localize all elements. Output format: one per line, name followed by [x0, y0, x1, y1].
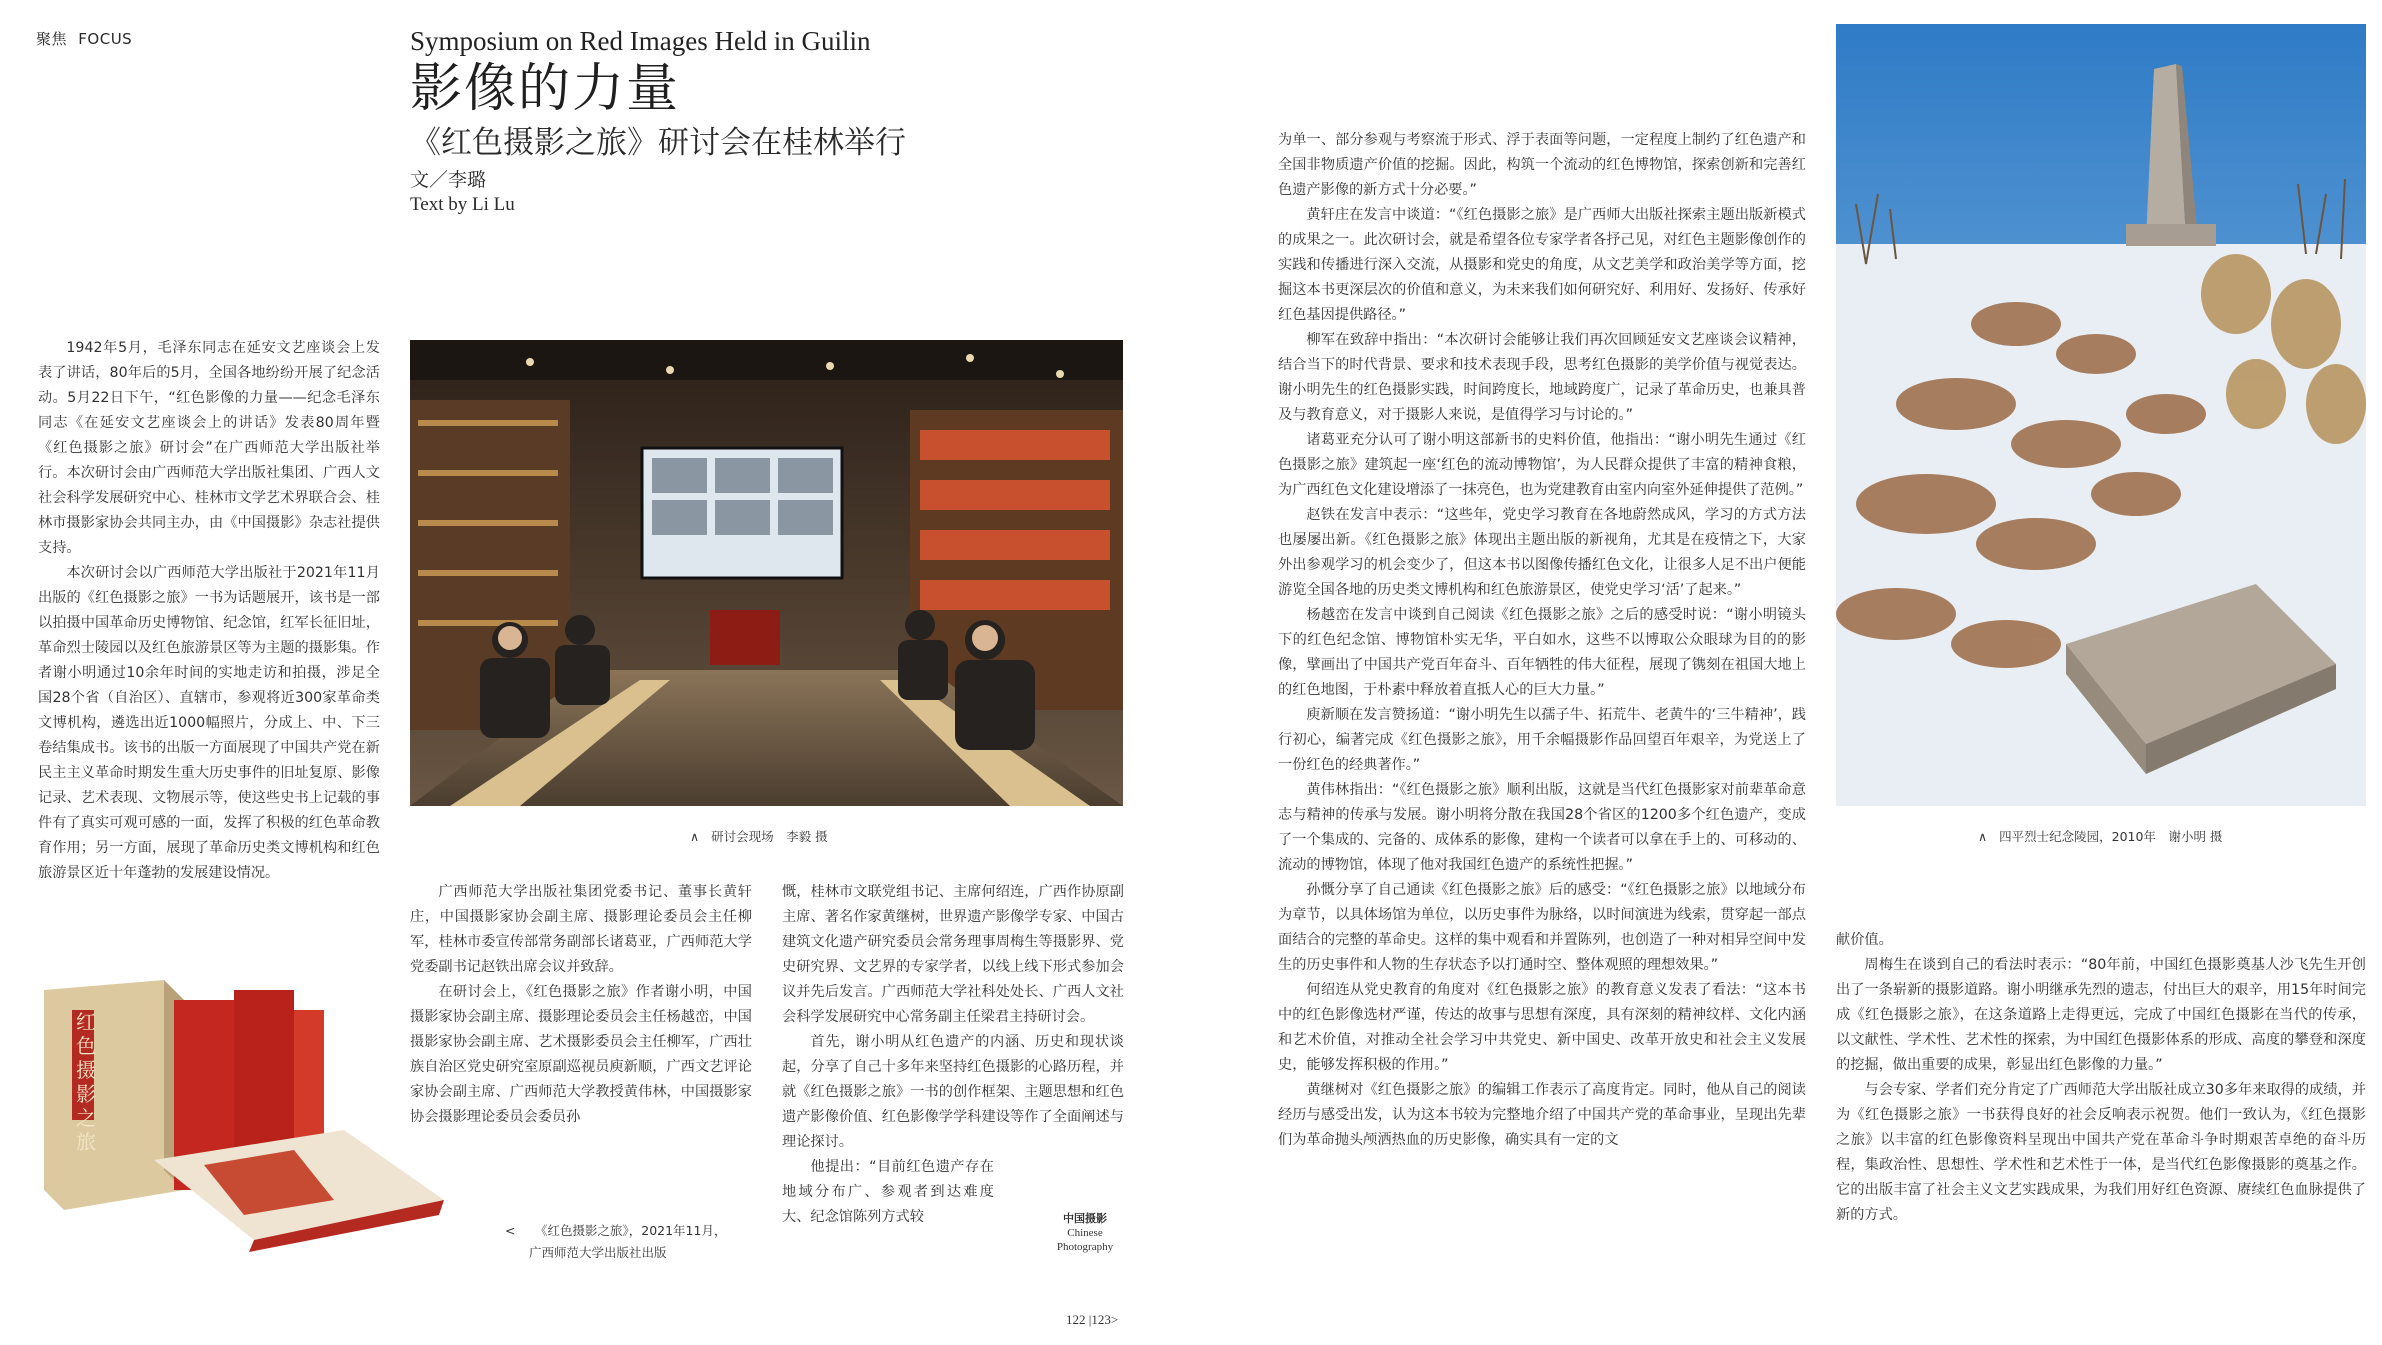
- book-caption-line-2: 广西师范大学出版社出版: [529, 1245, 667, 1260]
- paragraph: 在研讨会上，《红色摄影之旅》作者谢小明，中国摄影家协会副主席、摄影理论委员会主任杨越峦，中国摄影家协会副主席、艺术摄影委员会主任柳军，广西壮族自治区党史研究室原副巡视员庾新顺，广西文艺评论家协会副主席、广西师范大学教授黄伟林，中国摄影家协会摄影理论委员会委员孙: [410, 984, 752, 1125]
- book-box-illustration: [34, 960, 474, 1256]
- article-column-3: [782, 880, 1124, 1230]
- section-label-en: FOCUS: [78, 30, 133, 48]
- memorial-photo: [1836, 24, 2366, 806]
- paragraph: 与会专家、学者们充分肯定了广西师范大学出版社成立30多年来取得的成绩，并为《红色摄影之旅》一书获得良好的社会反响表示祝贺。他们一致认为，《红色摄影之旅》以丰富的红色影像资料呈现出中国共产党在革命斗争时期艰苦卓绝的奋斗历程，集政治性、思想性、学术性和艺术性于一体，是当代红色影像摄影的奠基之作。它的出版丰富了社会主义文艺实践成果，为我们用好红色资源、赓续红色血脉提供了新的方式。: [1836, 1082, 2366, 1223]
- byline-en: Text by Li Lu: [410, 194, 515, 215]
- paragraph: 黄轩庄在发言中谈道：“《红色摄影之旅》是广西师大出版社探索主题出版新模式的成果之一。此次研讨会，就是希望各位专家学者各抒己见，对红色主题影像创作的实践和传播进行深入交流，从摄影和党史的角度，从文艺美学和政治美学等方面，挖掘这本书更深层次的价值和意义，为未来我们如何研究好、利用好、发扬好、传承好红色基因提供路径。”: [1278, 207, 1806, 323]
- paragraph: 首先，谢小明从红色遗产的内涵、历史和现状谈起，分享了自己十多年来坚持红色摄影的心路历程，并就《红色摄影之旅》一书的创作框架、主题思想和红色遗产影像价值、红色影像学学科建设等作了全面阐述与理论探讨。: [782, 1034, 1124, 1150]
- book-caption: [505, 1220, 726, 1264]
- logo-line-2: Chinese: [1067, 1227, 1103, 1239]
- paragraph: 庾新顺在发言赞扬道：“谢小明先生以孺子牛、拓荒牛、老黄牛的‘三牛精神’，践行初心，编著完成《红色摄影之旅》，用千余幅摄影作品回望百年艰辛，为党送上了一份红色的经典著作。”: [1278, 707, 1806, 773]
- paragraph: 孙慨分享了自己通读《红色摄影之旅》后的感受：“《红色摄影之旅》以地域分布为章节，以具体场馆为单位，以历史事件为脉络，以时间演进为线索，贯穿起一部点面结合的完整的革命史。这样的集中观看和并置陈列，也创造了一种对相异空间中发生的历史事件和人物的生存状态予以打通时空、整体观照的理想效果。”: [1278, 882, 1806, 973]
- meeting-caption-text: 研讨会现场 李毅 摄: [711, 829, 828, 844]
- page-number-right: 123: [1091, 1312, 1111, 1327]
- paragraph: 1942年5月，毛泽东同志在延安文艺座谈会上发表了讲话，80年后的5月，全国各地纷纷开展了纪念活动。5月22日下午，“红色影像的力量——纪念毛泽东同志《在延安文艺座谈会上的讲话》发表80周年暨《红色摄影之旅》研讨会”在广西师范大学出版社举行。本次研讨会由广西师范大学出版社集团、广西人文社会科学发展研究中心、桂林市文学艺术界联合会、桂林市摄影家协会共同主办，由《中国摄影》杂志社提供支持。: [38, 340, 380, 556]
- page-number-left: 122: [1066, 1312, 1086, 1327]
- memorial-caption: [1978, 827, 2222, 845]
- paragraph: 他提出：“目前红色遗产存在地域分布广、参观者到达难度大、纪念馆陈列方式较: [782, 1159, 994, 1225]
- logo-line-3: Photography: [1056, 1241, 1114, 1253]
- paragraph: 周梅生在谈到自己的看法时表示：“80年前，中国红色摄影奠基人沙飞先生开创出了一条崭新的摄影道路。谢小明继承先烈的遗志，付出巨大的艰辛，用15年时间完成《红色摄影之旅》，在这条道路上走得更远，完成了中国红色摄影在当代的传承，以文献性、学术性、艺术性的探索，为中国红色摄影体系的形成、高度的攀登和深度的挖掘，做出重要的成果，彰显出红色影像的力量。”: [1836, 957, 2366, 1073]
- title-block: [410, 26, 1110, 217]
- memorial-caption-text: 四平烈士纪念陵园，2010年 谢小明 摄: [1999, 829, 2223, 844]
- paragraph: 黄继树对《红色摄影之旅》的编辑工作表示了高度肯定。同时，他从自己的阅读经历与感受出发，认为这本书较为完整地介绍了中国共产党的革命事业，呈现出先辈们为革命抛头颅洒热血的历史影像，确实具有一定的文: [1278, 1082, 1806, 1148]
- paragraph: 为单一、部分参观与考察流于形式、浮于表面等问题，一定程度上制约了红色遗产和全国非物质遗产价值的挖掘。因此，构筑一个流动的红色博物馆，探索创新和完善红色遗产影像的新方式十分必要。”: [1278, 132, 1806, 198]
- photo-caption: [690, 827, 828, 845]
- english-title: Symposium on Red Images Held in Guilin: [410, 26, 871, 56]
- section-header: [36, 28, 132, 49]
- paragraph: 本次研讨会以广西师范大学出版社于2021年11月出版的《红色摄影之旅》一书为话题展开，该书是一部以拍摄中国革命历史博物馆、纪念馆，红军长征旧址，革命烈士陵园以及红色旅游景区等为主题的摄影集。作者谢小明通过10余年时间的实地走访和拍摄，涉足全国28个省（自治区）、直辖市，参观将近300家革命类文博机构，遴选出近1000幅照片，分成上、中、下三卷结集成书。该书的出版一方面展现了中国共产党在新民主主义革命时期发生重大历史事件的旧址复原、影像记录、艺术表现、文物展示等，使这些史书上记载的事件有了真实可观可感的一面，发挥了积极的红色革命教育作用；另一方面，展现了革命历史类文博机构和红色旅游景区近十年蓬勃的发展建设情况。: [38, 565, 380, 881]
- meeting-photo-illustration: [410, 340, 1123, 806]
- meeting-photo: [410, 340, 1123, 806]
- article-column-4: [1278, 128, 1806, 1153]
- subtitle: 《红色摄影之旅》研讨会在桂林举行: [410, 125, 906, 161]
- book-photo: [34, 960, 474, 1256]
- paragraph: 柳军在致辞中指出：“本次研讨会能够让我们再次回顾延安文艺座谈会议精神，结合当下的时代背景、要求和技术表现手段，思考红色摄影的美学价值与视觉表达。谢小明先生的红色摄影实践，时间跨度长，地域跨度广，记录了革命历史，也兼具普及与教育意义，对于摄影人来说，是值得学习与讨论的。”: [1278, 332, 1806, 423]
- paragraph: 杨越峦在发言中谈到自己阅读《红色摄影之旅》之后的感受时说：“谢小明镜头下的红色纪念馆、博物馆朴实无华，平白如水，这些不以博取公众眼球为目的的影像，擘画出了中国共产党百年奋斗、百年牺牲的伟大征程，展现了镌刻在祖国大地上的红色地图，于朴素中释放着直抵人心的巨大力量。”: [1278, 607, 1806, 698]
- book-spine-publisher: [119, 1185, 127, 1186]
- memorial-photo-illustration: [1836, 24, 2366, 806]
- paragraph: 黄伟林指出：“《红色摄影之旅》顺利出版，这就是当代红色摄影家对前辈革命意志与精神的传承与发展。谢小明将分散在我国28个省区的1200多个红色遗产，变成了一个集成的、完备的、成体系的影像，建构一个读者可以拿在手上的、可移动的、流动的博物馆，体现了他对我国红色遗产的系统性把握。”: [1278, 782, 1806, 873]
- paragraph: 何绍连从党史教育的角度对《红色摄影之旅》的教育意义发表了看法：“这本书中的红色影像选材严谨，传达的故事与思想有深度，具有深刻的精神纹样、文化内涵和艺术价值，对推动全社会学习中共党史、新中国史、改革开放史和社会主义发展史，能够发挥积极的作用。”: [1278, 982, 1806, 1073]
- article-column-2: [410, 880, 752, 1130]
- byline-cn: 文／李璐: [410, 169, 487, 191]
- paragraph: 赵铁在发言中表示：“这些年，党史学习教育在各地蔚然成风，学习的方式方法也屡屡出新。《红色摄影之旅》体现出主题出版的新视角，尤其是在疫情之下，大家外出参观学习的机会变少了，但这本书以图像传播红色文化，让很多人足不出户便能游览全国各地的历史类文博机构和红色旅游景区，使党史学习‘活’了起来。”: [1278, 507, 1806, 598]
- memorial-caption-arrow-icon: ∧: [1978, 829, 1988, 844]
- paragraph: 献价值。: [1836, 932, 1893, 948]
- logo-line-1: 中国摄影: [1063, 1212, 1107, 1225]
- paragraph: 广西师范大学出版社集团党委书记、董事长黄轩庄，中国摄影家协会副主席、摄影理论委员会主任柳军，桂林市委宣传部常务副部长诸葛亚，广西师范大学党委副书记赵铁出席会议并致辞。: [410, 884, 752, 975]
- page-numbers: [1066, 1312, 1118, 1328]
- page-divider: |: [1088, 1312, 1092, 1327]
- paragraph: 慨，桂林市文联党组书记、主席何绍连，广西作协原副主席、著名作家黄继树，世界遗产影像学专家、中国古建筑文化遗产研究委员会常务理事周梅生等摄影界、党史研究界、文艺界的专家学者，以线上线下形式参加会议并先后发言。广西师范大学社科处处长、广西人文社会科学发展研究中心常务副主任梁君主持研讨会。: [782, 884, 1124, 1025]
- book-cover-title: 红色摄影之旅: [76, 1010, 96, 1154]
- book-caption-arrow-icon: <: [505, 1223, 516, 1238]
- article-column-5: [1836, 928, 2366, 1228]
- book-caption-line-1: 《红色摄影之旅》，2021年11月，: [535, 1223, 727, 1238]
- page-title: 影像的力量: [410, 59, 681, 119]
- caption-arrow-icon: ∧: [690, 829, 700, 844]
- magazine-logo: [1050, 1212, 1120, 1254]
- paragraph: 诸葛亚充分认可了谢小明这部新书的史料价值，他指出：“谢小明先生通过《红色摄影之旅》建筑起一座‘红色的流动博物馆’，为人民群众提供了丰富的精神食粮，为广西红色文化建设增添了一抹亮色，也为党建教育由室内向室外延伸提供了范例。”: [1278, 432, 1806, 498]
- article-column-1: [38, 336, 380, 886]
- section-label-cn: 聚焦: [36, 30, 68, 48]
- next-page-arrow-icon: >: [1110, 1312, 1119, 1327]
